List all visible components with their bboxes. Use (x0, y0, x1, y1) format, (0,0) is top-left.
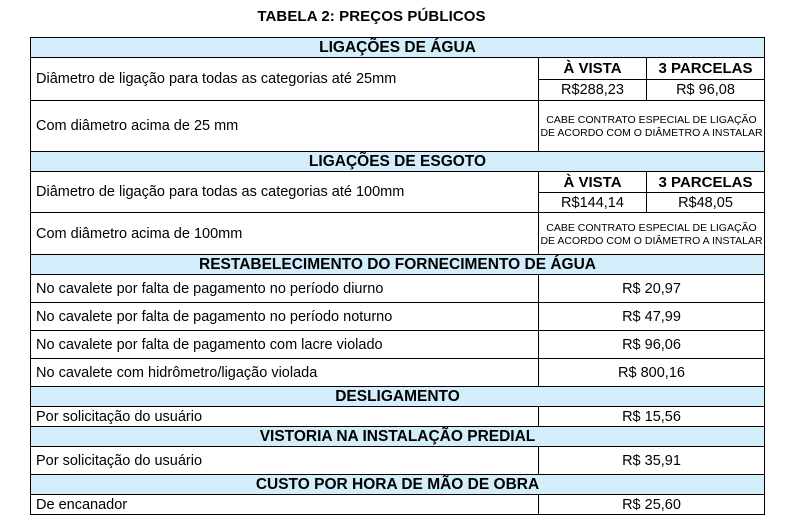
table-row (31, 495, 765, 515)
table-row (31, 359, 765, 387)
special-contract-note: CABE CONTRATO ESPECIAL DE LIGAÇÃO DE ACORDO COM O DIÂMETRO A INSTALAR (539, 213, 765, 255)
col-header-3-parcelas: 3 PARCELAS (647, 58, 765, 80)
row-label: No cavalete por falta de pagamento com lacre violado (31, 331, 539, 359)
section-header-row (31, 255, 765, 275)
row-label: De encanador (31, 495, 539, 515)
row-label: Com diâmetro acima de 100mm (31, 213, 539, 255)
price-value: R$ 47,99 (539, 303, 765, 331)
row-label: No cavalete por falta de pagamento no período noturno (31, 303, 539, 331)
table-row (31, 303, 765, 331)
section-header-row (31, 475, 765, 495)
price-a-vista: R$288,23 (539, 80, 647, 101)
col-header-a-vista: À VISTA (539, 172, 647, 193)
table-row (31, 213, 765, 255)
table-row (31, 58, 765, 80)
section-header-restabelecimento: RESTABELECIMENTO DO FORNECIMENTO DE ÁGUA (31, 255, 765, 275)
price-value: R$ 25,60 (539, 495, 765, 515)
price-value: R$ 15,56 (539, 407, 765, 427)
price-value: R$ 96,06 (539, 331, 765, 359)
section-header-mao-de-obra: CUSTO POR HORA DE MÃO DE OBRA (31, 475, 765, 495)
row-label: Por solicitação do usuário (31, 447, 539, 475)
row-label: No cavalete com hidrômetro/ligação violada (31, 359, 539, 387)
row-label: Por solicitação do usuário (31, 407, 539, 427)
section-header-row (31, 427, 765, 447)
price-value: R$ 35,91 (539, 447, 765, 475)
row-label: Com diâmetro acima de 25 mm (31, 101, 539, 152)
col-header-3-parcelas: 3 PARCELAS (647, 172, 765, 193)
price-value: R$ 800,16 (539, 359, 765, 387)
table-row (31, 275, 765, 303)
table-row (31, 407, 765, 427)
price-table (30, 37, 765, 515)
price-value: R$ 20,97 (539, 275, 765, 303)
row-label: No cavalete por falta de pagamento no período diurno (31, 275, 539, 303)
section-header-esgoto: LIGAÇÕES DE ESGOTO (31, 152, 765, 172)
section-header-row (31, 387, 765, 407)
special-contract-note: CABE CONTRATO ESPECIAL DE LIGAÇÃO DE ACORDO COM O DIÂMETRO A INSTALAR (539, 101, 765, 152)
row-label: Diâmetro de ligação para todas as categorias até 100mm (31, 172, 539, 213)
table-row (31, 331, 765, 359)
section-header-row (31, 38, 765, 58)
row-label: Diâmetro de ligação para todas as categorias até 25mm (31, 58, 539, 101)
section-header-desligamento: DESLIGAMENTO (31, 387, 765, 407)
table-title: TABELA 2: PREÇOS PÚBLICOS (257, 8, 486, 25)
price-a-vista: R$144,14 (539, 193, 647, 213)
section-header-row (31, 152, 765, 172)
table-row (31, 101, 765, 152)
price-3-parcelas: R$48,05 (647, 193, 765, 213)
table-row (31, 172, 765, 193)
section-header-agua: LIGAÇÕES DE ÁGUA (31, 38, 765, 58)
col-header-a-vista: À VISTA (539, 58, 647, 80)
table-row (31, 447, 765, 475)
section-header-vistoria: VISTORIA NA INSTALAÇÃO PREDIAL (31, 427, 765, 447)
price-3-parcelas: R$ 96,08 (647, 80, 765, 101)
